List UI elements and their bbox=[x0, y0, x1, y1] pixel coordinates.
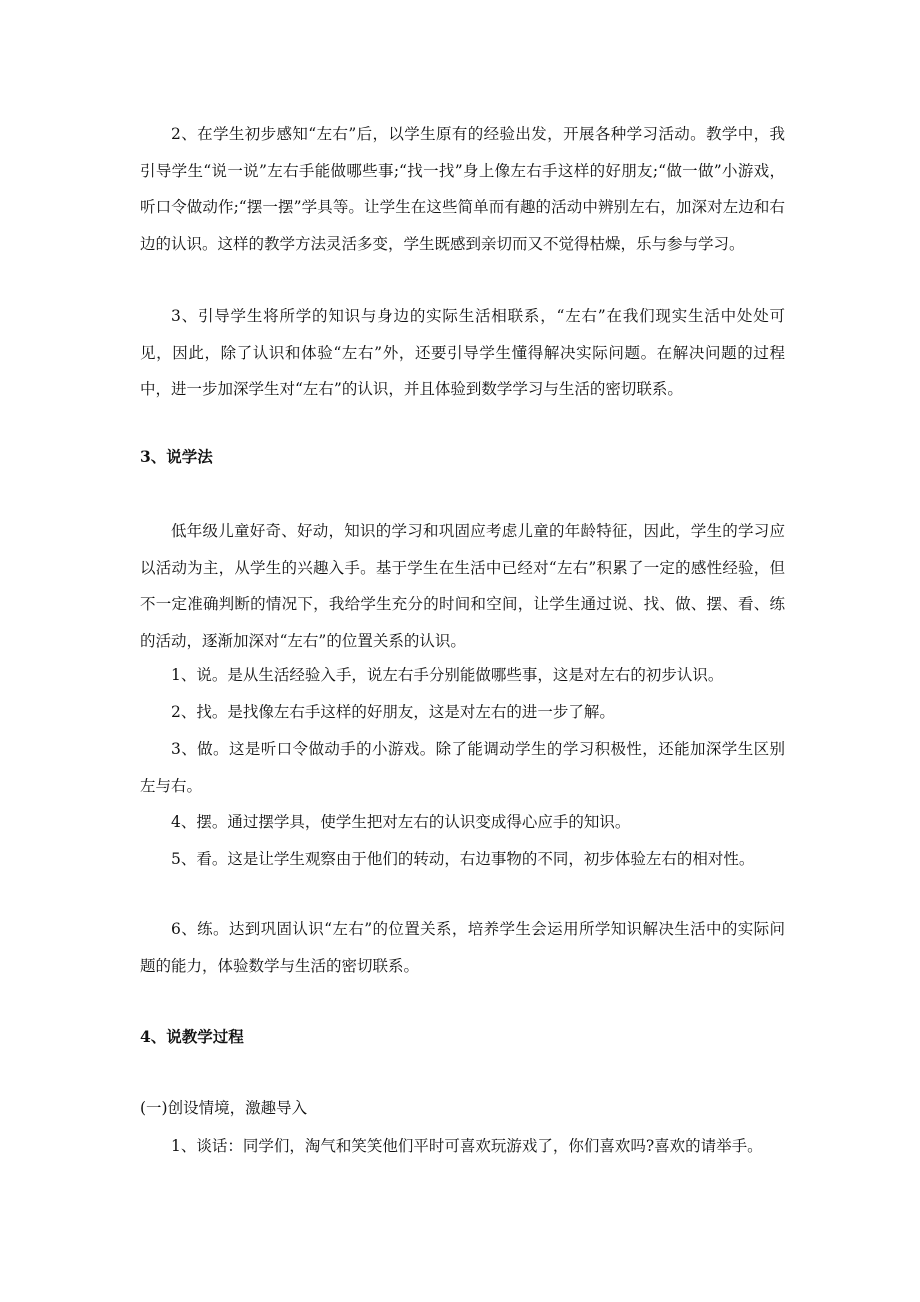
list-item-find: 2、找。是找像左右手这样的好朋友，这是对左右的进一步了解。 bbox=[171, 703, 615, 721]
list-item-say: 1、说。是从生活经验入手，说左右手分别能做哪些事，这是对左右的初步认识。 bbox=[171, 666, 724, 684]
list-item-talk: 1、谈话：同学们，淘气和笑笑他们平时可喜欢玩游戏了，你们喜欢吗?喜欢的请举手。 bbox=[171, 1137, 763, 1155]
list-item-do: 3、做。这是听口令做动手的小游戏。除了能调动学生的学习积极性，还能加深学生区别左与右。 bbox=[140, 740, 785, 795]
paragraph-activities: 2、在学生初步感知“左右”后，以学生原有的经验出发，开展各种学习活动。教学中，我引导学生“说一说”左右手能做哪些事;“找一找”身上像左右手这样的好朋友;“做一做”小游戏，听口令做动作;“摆一摆”学具等。让学生在这些简单而有趣的活动中辨别左右，加深对左边和右边的认识。这样的教学方法灵活多变，学生既感到亲切而又不觉得枯燥，乐与参与学习。 bbox=[140, 125, 785, 253]
paragraph-real-life: 3、引导学生将所学的知识与身边的实际生活相联系，“左右”在我们现实生活中处处可见，因此，除了认识和体验“左右”外，还要引导学生懂得解决实际问题。在解决问题的过程中，进一步加深学生对“左右”的认识，并且体验到数学学习与生活的密切联系。 bbox=[140, 307, 785, 398]
list-item-practice: 6、练。达到巩固认识“左右”的位置关系，培养学生会运用所学知识解决生活中的实际问题的能力，体验数学与生活的密切联系。 bbox=[140, 920, 785, 975]
list-item-look: 5、看。这是让学生观察由于他们的转动，右边事物的不同，初步体验左右的相对性。 bbox=[171, 850, 755, 868]
subheading-create-situation: (一)创设情境，激趣导入 bbox=[140, 1099, 308, 1117]
paragraph-learning-method: 低年级儿童好奇、好动，知识的学习和巩固应考虑儿童的年龄特征，因此，学生的学习应以活动为主，从学生的兴趣入手。基于学生在生活中已经对“左右”积累了一定的感性经验，但不一定准确判断的情况下，我给学生充分的时间和空间，让学生通过说、找、做、摆、看、练的活动，逐渐加深对“左右”的位置关系的认识。 bbox=[140, 522, 785, 650]
list-item-arrange: 4、摆。通过摆学具，使学生把对左右的认识变成得心应手的知识。 bbox=[171, 813, 631, 831]
section-heading-teaching-process: 4、说教学过程 bbox=[140, 1027, 244, 1046]
section-heading-learning-method: 3、说学法 bbox=[140, 447, 213, 466]
